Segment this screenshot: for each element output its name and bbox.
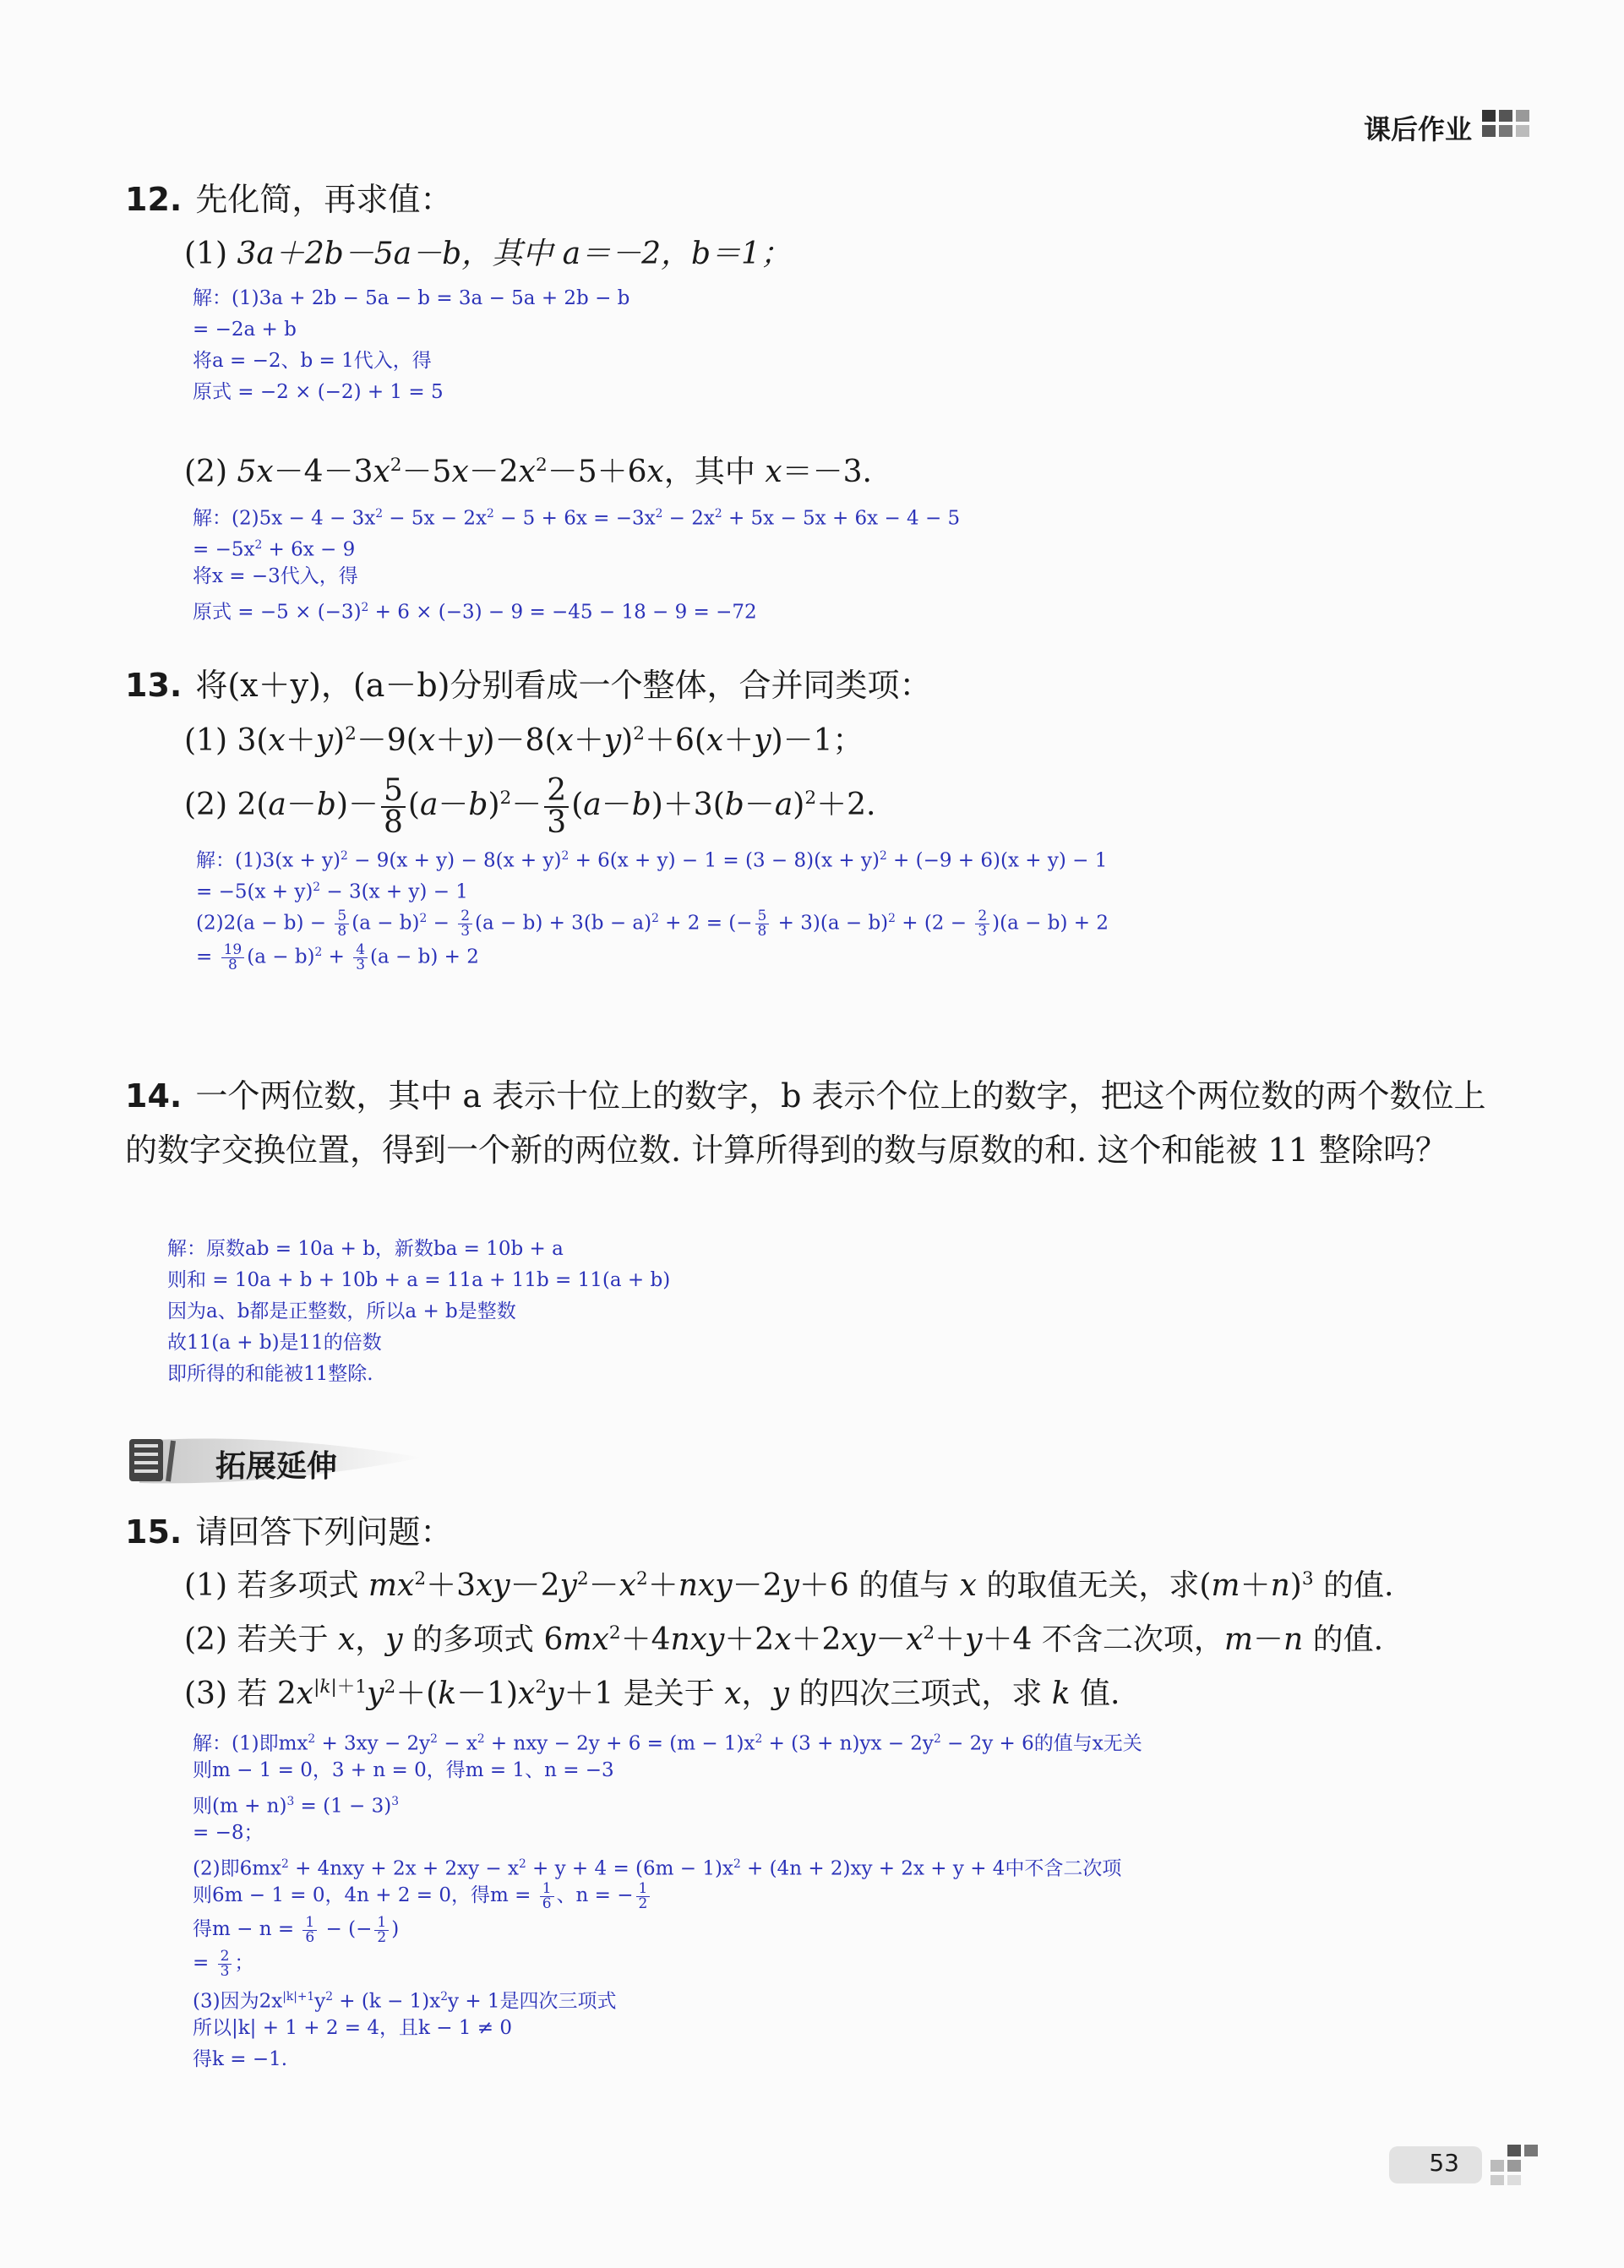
q15-number: 15. xyxy=(125,1513,183,1551)
q12-sub1-expr: 3a＋2b－5a－b，其中 a＝－2，b＝1； xyxy=(237,237,791,271)
answer-line: 得k = −1. xyxy=(193,2048,288,2070)
answer-line: 解：$(2)5x - 4 - 3x^2 - 5x - 2x^2 - 5 + 6x = -3x^2 - 2x^2 + 5x - 5x + 6x - 4 - 5$ xyxy=(193,507,961,530)
header-squares-icon xyxy=(1482,110,1533,139)
q13-heading xyxy=(125,659,932,706)
answer-line: 则和 = 10a + b + 10b + a = 11a + 11b = 11(a + b) xyxy=(167,1269,671,1291)
answer-line: 则$(m + n)^3 = (1 - 3)^3$ xyxy=(193,1795,400,1818)
answer-line: = $\frac{19}{8}$ $(a - b)^2$ + $\frac{4}{3}$ (a − b) + 2 xyxy=(196,941,479,974)
corner-squares-icon xyxy=(1489,2145,1540,2187)
answer-line: 得m − n = $\frac{1}{6}$ − (− $\frac{1}{2}$ ) xyxy=(193,1913,400,1946)
answer-line: 解：原数ab = 10a + b，新数ba = 10b + a xyxy=(167,1238,564,1260)
q13-sub2: (2) 2(a－b)－ $\frac{5}{8}$ $(a-b)^2-$ $\frac{2}{3}$ $(a-b)+3(b-a)^2+2$. xyxy=(184,773,876,840)
answer-line: = $-5x^2 + 6x - 9$ xyxy=(193,538,356,561)
q15-sub1-label: (1) xyxy=(184,1568,227,1603)
q12-sub1 xyxy=(184,230,791,273)
answer-line: 即所得的和能被11整除. xyxy=(167,1363,373,1385)
q12-sub1-label: (1) xyxy=(184,237,227,271)
q12-sub1-answer xyxy=(193,283,629,408)
page-number: 53 xyxy=(1429,2149,1459,2177)
q12-sub2: (2) $5x-4-3x^2-5x-2x^2-5+6x$，其中 x＝－3. xyxy=(184,455,872,489)
answer-line: (2)即$6mx^2 + 4nxy + 2x + 2xy - x^2 + y + 4 = (6m - 1)x^2 + (4n + 2)xy + 2x + y + 4$中不含二次项 xyxy=(193,1857,1122,1880)
q12-sub2-answer xyxy=(193,499,960,624)
q13-sub1: (1) $3(x+y)^2-9(x+y)-8(x+y)^2+6(x+y)-1$； xyxy=(184,723,864,758)
q13-sub2-label: (2) xyxy=(184,788,227,822)
q15-sub3: (3) 若 $2x^{|k|+1}y^2+(k-1)x^2y+1$ 是关于 x，y 的四次三项式，求 k 值. xyxy=(184,1676,1120,1711)
answer-line: (2)2(a − b) − $\frac{5}{8}$ $(a - b)^2$ − $\frac{2}{3}$ $(a - b) + 3(b - a)^2 + 2$ = (− $\frac{5}{8}$ + $3)(a - b)^2 + (2$ − $\frac{2}{3}$ )(a − b) + 2 xyxy=(196,908,1109,940)
q15-answer xyxy=(193,1724,1142,2075)
q15-sub1: (1) 若多项式 $mx^2+3xy-2y^2-x^2+nxy-2y+6$ 的值与 x 的取值无关，求$(m+n)^3$ 的值. xyxy=(184,1568,1394,1603)
answer-line: 故11(a + b)是11的倍数 xyxy=(167,1332,382,1354)
q15-sub2-label: (2) xyxy=(184,1622,227,1657)
q14-answer xyxy=(167,1234,670,1390)
q15-heading xyxy=(125,1506,452,1552)
q13-sub1-label: (1) xyxy=(184,723,227,758)
answer-line: 将a = −2、b = 1代入，得 xyxy=(193,350,432,372)
answer-line: 将x = −3代入，得 xyxy=(193,565,358,587)
answer-line: 因为a、b都是正整数，所以a + b是整数 xyxy=(167,1300,516,1322)
q15-title: 请回答下列问题： xyxy=(195,1513,453,1551)
answer-line: 原式 = −2 × (−2) + 1 = 5 xyxy=(193,381,444,403)
answer-line: (3)因为$2x^{|k|+1}y^2 + (k - 1)x^2y + 1$是四次三项式 xyxy=(193,1990,617,2013)
q12-sub2-label: (2) xyxy=(184,455,227,489)
answer-line: 解：(1)即$mx^2 + 3xy - 2y^2 - x^2$ + nxy − $2y + 6 = (m - 1)x^2 + (3 + n)yx - 2y^2 - 2y + 6$的值与x无关 xyxy=(193,1732,1142,1755)
header-title: 课后作业 xyxy=(1363,113,1472,145)
section-banner-title: 拓展延伸 xyxy=(215,1449,338,1484)
q12-heading xyxy=(125,173,452,220)
q14-number: 14. xyxy=(125,1077,183,1115)
answer-line: 所以|k| + 1 + 2 = 4，且k − 1 ≠ 0 xyxy=(193,2017,513,2039)
q14-text-block xyxy=(125,1069,1494,1177)
answer-line: 则6m − 1 = 0，4n + 2 = 0，得m = $\frac{1}{6}$ 、n = − $\frac{1}{2}$ xyxy=(193,1880,1142,1914)
q13-title: 将(x＋y)，(a－b)分别看成一个整体，合并同类项： xyxy=(195,667,932,704)
answer-line: = −8； xyxy=(193,1822,264,1844)
q12-number: 12. xyxy=(125,181,183,218)
q12-title: 先化简，再求值： xyxy=(195,181,453,218)
q15-sub2: (2) 若关于 x，y 的多项式 $6mx^2+4nxy+2x+2xy-x^2+y+4$ 不含二次项，m－n 的值. xyxy=(184,1622,1384,1657)
q13-number: 13. xyxy=(125,667,183,704)
answer-line: = $\frac{2}{3}$ ； xyxy=(193,1947,254,1980)
answer-line: 解：(1)3a + 2b − 5a − b = 3a − 5a + 2b − b xyxy=(193,287,630,309)
answer-line: 解：$(1)3(x + y)^2 - 9(x + y) - 8(x + y)^2 + 6(x + y) - 1 = (3 - 8)(x + y)^2 + (-9 + 6)(x + y) - 1$ xyxy=(196,849,1108,872)
q15-sub3-label: (3) xyxy=(184,1676,227,1711)
answer-line: = $-5(x + y)^2 - 3(x + y) - 1$ xyxy=(196,880,468,903)
answer-line: = −2a + b xyxy=(193,319,297,341)
answer-line: 原式 = $-5 \times (-3)^2 + 6 \times (-3) - 9 = -45 - 18 - 9 = -72$ xyxy=(193,601,757,624)
answer-line: 则m − 1 = 0，3 + n = 0，得m = 1、n = −3 xyxy=(193,1759,614,1781)
q13-answer xyxy=(196,841,1109,974)
q14-text: 一个两位数，其中 a 表示十位上的数字，b 表示个位上的数字，把这个两位数的两个数位上的数字交换位置，得到一个新的两位数. 计算所得到的数与原数的和. 这个和能被 11 整除吗？ xyxy=(125,1077,1486,1169)
